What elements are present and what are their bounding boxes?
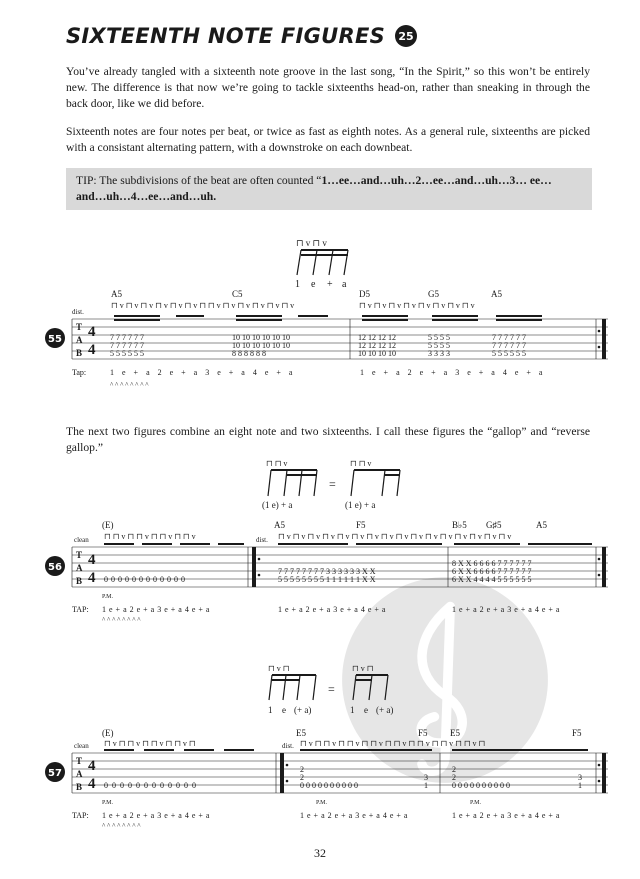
svg-text:5 5 5 5: 5 5 5 5 bbox=[428, 341, 450, 350]
svg-text:0 0 0 0 0 0 0 0 0 0: 0 0 0 0 0 0 0 0 0 0 bbox=[452, 781, 510, 790]
ex55-timesig-bottom: 4 bbox=[88, 342, 96, 358]
svg-text:5 5 5 5 5 5 5 5 1 1 1 1 1 1: 5 5 5 5 5 5 5 5 1 1 1 1 1 1 X X bbox=[278, 575, 376, 584]
ex57-chord-e: (E) bbox=[102, 728, 114, 738]
ex56-chord-bb5: B♭5 bbox=[452, 520, 467, 530]
ex56-chord-e: (E) bbox=[102, 520, 114, 530]
ex57-tone-clean: clean bbox=[74, 742, 89, 750]
svg-text:⊓ ⊓ v ⊓ ⊓ v ⊓ ⊓ v ⊓ ⊓ v: ⊓ ⊓ v ⊓ ⊓ v ⊓ ⊓ v ⊓ ⊓ v bbox=[104, 532, 196, 541]
svg-text:3: 3 bbox=[424, 773, 428, 782]
ex57-tap-label: TAP: bbox=[72, 811, 89, 820]
ex57-tone-dist: dist. bbox=[282, 742, 294, 750]
ex56-timesig-bottom: 4 bbox=[88, 570, 96, 586]
ex56-tone-dist: dist. bbox=[256, 536, 268, 544]
svg-text:⊓ v ⊓ ⊓ v ⊓ ⊓ v ⊓ ⊓ v ⊓ ⊓ v ⊓: ⊓ v ⊓ ⊓ v ⊓ ⊓ v ⊓ ⊓ v ⊓ ⊓ v ⊓ ⊓ v ⊓ ⊓ v ⊓ ⊓ v ⊓ bbox=[300, 739, 486, 748]
svg-text:7 7 7 7 7 7: 7 7 7 7 7 7 bbox=[492, 341, 526, 350]
track-number-badge: 25 bbox=[395, 25, 417, 47]
example-56 bbox=[45, 520, 608, 624]
svg-text:6 X X 4 4 4 4 5 5 5 5 5 5: 6 X X 4 4 4 4 5 5 5 5 5 5 bbox=[452, 575, 532, 584]
fig3-right-count-e: e bbox=[364, 705, 368, 715]
intro-paragraph: You’ve already tangled with a sixteenth note groove in the last song, “In the Spirit,” so this won’t be entirely new. The difference is that now we’re going to tackle sixteenths head-on, rather than sneaking in through the back door, like we did before. bbox=[66, 65, 590, 110]
svg-text:0 0 0 0 0 0 0 0 0 0 0 0: 0 0 0 0 0 0 0 0 0 0 0 0 bbox=[104, 575, 185, 584]
svg-text:6 X X 6 6 6 6 7 7 7 7 7 7: 6 X X 6 6 6 6 7 7 7 7 7 7 bbox=[452, 567, 532, 576]
svg-text:⊓ v ⊓ v ⊓ v ⊓ v ⊓ v ⊓ v ⊓ v ⊓: ⊓ v ⊓ v ⊓ v ⊓ v ⊓ v ⊓ v ⊓ v ⊓ v ⊓ v ⊓ v ⊓ v ⊓ v ⊓ v ⊓ v ⊓ v ⊓ v bbox=[278, 532, 512, 541]
svg-text:2: 2 bbox=[452, 773, 456, 782]
svg-text:T: T bbox=[76, 550, 83, 560]
ex55-chord-a5-2: A5 bbox=[491, 289, 502, 299]
svg-text:⊓ v ⊓: ⊓ v ⊓ bbox=[352, 664, 374, 673]
ex57-chord-e5-2: E5 bbox=[450, 728, 460, 738]
svg-text:7 7 7 7 7 7: 7 7 7 7 7 7 bbox=[492, 333, 526, 342]
ex57-palm-mute-1: P.M. bbox=[102, 800, 114, 806]
example-55 bbox=[45, 289, 608, 389]
fig3-left-count-1: 1 bbox=[268, 705, 273, 715]
fig1-count-1: 1 bbox=[295, 279, 300, 290]
ex56-tone-clean: clean bbox=[74, 536, 89, 544]
svg-text:10 10 10 10 10 10: 10 10 10 10 10 10 bbox=[232, 341, 290, 350]
tip-counting: 1…ee…and…uh…2…ee…and…uh…3… ee…and…uh…4…ee…and…uh. bbox=[76, 174, 552, 203]
svg-text:B: B bbox=[76, 348, 83, 358]
svg-text:T: T bbox=[76, 756, 83, 766]
svg-text:12 12 12 12: 12 12 12 12 bbox=[358, 341, 396, 350]
ex56-number: 56 bbox=[48, 562, 62, 573]
sixteenths-paragraph: Sixteenth notes are four notes per beat, or twice as fast as eighth notes. As a general rule, sixteenths are picked with a consistant alternating pattern, with a downstroke on each downbeat. bbox=[66, 125, 590, 154]
svg-text:⊓ v ⊓: ⊓ v ⊓ bbox=[268, 664, 290, 673]
ex55-tap-label: Tap: bbox=[72, 368, 87, 377]
ex56-count-bar2: 1 e + a 2 e + a 3 e + a 4 e + a bbox=[278, 605, 386, 614]
fig3-left-count-e: e bbox=[282, 705, 286, 715]
ex57-count-bar2: 1 e + a 2 e + a 3 e + a 4 e + a bbox=[300, 811, 408, 820]
svg-text:3 3 3 3: 3 3 3 3 bbox=[428, 349, 450, 358]
ex57-chord-f5: F5 bbox=[418, 728, 428, 738]
svg-text:10 10 10 10: 10 10 10 10 bbox=[358, 349, 396, 358]
fig3-right-count-and-a: (+ a) bbox=[376, 705, 394, 715]
svg-text:5 5 5 5 5 5: 5 5 5 5 5 5 bbox=[110, 349, 144, 358]
figure-sixteenths bbox=[295, 238, 348, 290]
ex56-chord-gs5: G♯5 bbox=[486, 520, 502, 530]
svg-text:^ ^ ^ ^: ^ ^ ^ ^ ^ ^ ^ ^ bbox=[102, 822, 141, 830]
svg-text:1: 1 bbox=[424, 781, 428, 790]
page-number: 32 bbox=[314, 846, 326, 860]
ex56-chord-f5: F5 bbox=[356, 520, 366, 530]
svg-text:7 7 7 7 7 7: 7 7 7 7 7 7 bbox=[110, 333, 144, 342]
svg-text:^ ^ ^ ^: ^ ^ ^ ^ ^ ^ ^ ^ bbox=[102, 616, 141, 624]
fig1-count-a: a bbox=[342, 279, 347, 290]
svg-text:A: A bbox=[76, 563, 83, 573]
fig2-equals: = bbox=[329, 477, 336, 491]
ex55-count-bar2: 1 e + a 2 e + a 3 e + a 4 e + a bbox=[360, 368, 543, 377]
ex55-chord-g5: G5 bbox=[428, 289, 439, 299]
svg-text:2: 2 bbox=[300, 773, 304, 782]
ex55-chord-a5: A5 bbox=[111, 289, 122, 299]
ex57-timesig-bottom: 4 bbox=[88, 776, 96, 792]
svg-text:3: 3 bbox=[578, 773, 582, 782]
tip-prefix: TIP: The subdivisions of the beat are often counted “ bbox=[76, 174, 322, 187]
ex56-timesig-top: 4 bbox=[88, 552, 96, 568]
svg-text:A: A bbox=[76, 335, 83, 345]
figure-gallop bbox=[262, 459, 400, 510]
svg-text:8 8 8 8 8 8: 8 8 8 8 8 8 bbox=[232, 349, 266, 358]
gallop-paragraph: The next two figures combine an eight note and two sixteenths. I call these figures the “gallop” and “reverse gallop.” bbox=[66, 425, 590, 454]
ex57-timesig-top: 4 bbox=[88, 758, 96, 774]
svg-text:^ ^ ^ ^: ^ ^ ^ ^ ^ ^ ^ ^ bbox=[110, 381, 149, 389]
ex57-chord-f5-2: F5 bbox=[572, 728, 582, 738]
ex55-tone: dist. bbox=[72, 308, 84, 316]
svg-text:A: A bbox=[76, 769, 83, 779]
svg-text:2: 2 bbox=[300, 765, 304, 774]
ex55-number: 55 bbox=[48, 334, 62, 345]
svg-text:⊓ ⊓ v: ⊓ ⊓ v bbox=[350, 459, 372, 468]
fig1-count-e: e bbox=[311, 279, 316, 290]
fig2-left-count: (1 e) + a bbox=[262, 500, 293, 510]
ex55-chord-c5: C5 bbox=[232, 289, 243, 299]
example-57 bbox=[45, 728, 608, 830]
ex57-count-bar3: 1 e + a 2 e + a 3 e + a 4 e + a bbox=[452, 811, 560, 820]
fig3-equals: = bbox=[328, 682, 335, 696]
svg-text:B: B bbox=[76, 782, 83, 792]
fig2-right-count: (1 e) + a bbox=[345, 500, 376, 510]
ex56-count-bar3: 1 e + a 2 e + a 3 e + a 4 e + a bbox=[452, 605, 560, 614]
svg-text:2: 2 bbox=[452, 765, 456, 774]
ex56-chord-a5: A5 bbox=[274, 520, 285, 530]
svg-text:⊓ v ⊓ v ⊓ v ⊓ v ⊓ v ⊓ v ⊓ v ⊓: ⊓ v ⊓ v ⊓ v ⊓ v ⊓ v ⊓ v ⊓ v ⊓ v bbox=[359, 301, 475, 310]
figure-reverse-gallop bbox=[268, 664, 393, 715]
ex55-timesig-top: 4 bbox=[88, 324, 96, 340]
svg-text:T: T bbox=[76, 322, 83, 332]
svg-text:⊓ ⊓ v: ⊓ ⊓ v bbox=[266, 459, 288, 468]
svg-text:⊓ v ⊓ v ⊓ v ⊓ v ⊓ v ⊓ v: ⊓ v ⊓ v ⊓ v ⊓ v ⊓ v ⊓ v ⊓ ⊓ v ⊓ v ⊓ v ⊓ v ⊓ v ⊓ v bbox=[111, 301, 295, 310]
ex57-chord-e5: E5 bbox=[296, 728, 306, 738]
svg-text:5 5 5 5 5 5: 5 5 5 5 5 5 bbox=[492, 349, 526, 358]
ex57-palm-mute-3: P.M. bbox=[470, 800, 482, 806]
svg-text:5 5 5 5: 5 5 5 5 bbox=[428, 333, 450, 342]
ex56-chord-a5-2: A5 bbox=[536, 520, 547, 530]
ex56-count-bar1: 1 e + a 2 e + a 3 e + a 4 e + a bbox=[102, 605, 210, 614]
svg-text:7 7 7 7 7 7 7 7 3 3 3 3 3 3: 7 7 7 7 7 7 7 7 3 3 3 3 3 3 X X bbox=[278, 567, 376, 576]
ex56-palm-mute: P.M. bbox=[102, 594, 114, 600]
ex55-count-bar1: 1 e + a 2 e + a 3 e + a 4 e + a bbox=[110, 368, 293, 377]
ex57-palm-mute-2: P.M. bbox=[316, 800, 328, 806]
ex57-count-bar1: 1 e + a 2 e + a 3 e + a 4 e + a bbox=[102, 811, 210, 820]
svg-text:⊓ v ⊓ v: ⊓ v ⊓ v bbox=[296, 238, 327, 248]
fig3-left-count-and-a: (+ a) bbox=[294, 705, 312, 715]
svg-text:B: B bbox=[76, 576, 83, 586]
svg-text:10 10 10 10 10 10: 10 10 10 10 10 10 bbox=[232, 333, 290, 342]
ex56-tap-label: TAP: bbox=[72, 605, 89, 614]
svg-text:⊓ v ⊓ ⊓ v ⊓ ⊓ v ⊓ ⊓ v ⊓: ⊓ v ⊓ ⊓ v ⊓ ⊓ v ⊓ ⊓ v ⊓ bbox=[104, 739, 196, 748]
page-title: SIXTEENTH NOTE FIGURES bbox=[66, 24, 386, 48]
fig3-right-count-1: 1 bbox=[350, 705, 355, 715]
svg-text:1: 1 bbox=[578, 781, 582, 790]
svg-text:8 X X 6 6 6 6 7 7 7 7 7 7: 8 X X 6 6 6 6 7 7 7 7 7 7 bbox=[452, 559, 532, 568]
fig1-count-and: + bbox=[327, 279, 333, 290]
svg-text:0 0 0 0 0 0 0 0 0 0 0 0: 0 0 0 0 0 0 0 0 0 0 0 0 bbox=[104, 781, 196, 790]
ex57-number: 57 bbox=[48, 768, 62, 779]
ex55-chord-d5: D5 bbox=[359, 289, 370, 299]
svg-text:0 0 0 0 0 0 0 0 0 0: 0 0 0 0 0 0 0 0 0 0 bbox=[300, 781, 358, 790]
svg-text:7 7 7 7 7 7: 7 7 7 7 7 7 bbox=[110, 341, 144, 350]
svg-text:12 12 12 12: 12 12 12 12 bbox=[358, 333, 396, 342]
